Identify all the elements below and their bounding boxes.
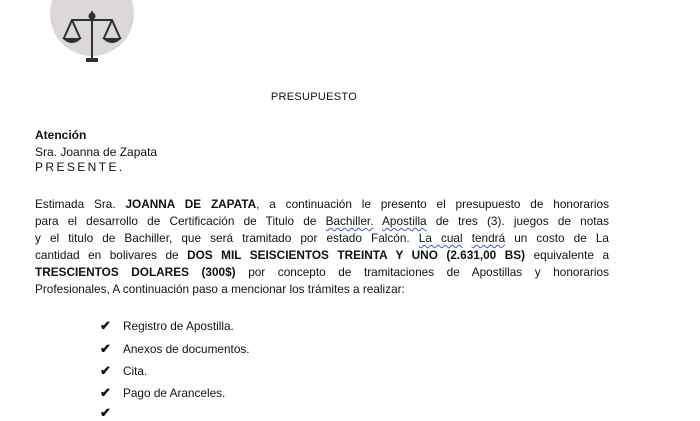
recipient-name: Sra. Joanna de Zapata — [35, 145, 158, 159]
checkmark-icon: ✔ — [100, 341, 111, 356]
checkmark-icon: ✔ — [100, 363, 111, 378]
list-item-label: Cita. — [123, 364, 148, 378]
amount-dollars: TRESCIENTOS DOLARES (300$) — [35, 265, 236, 279]
body-line-2 — [35, 213, 609, 229]
misspelled-word: Apostilla — [382, 214, 427, 228]
presente-text: PRESENTE. — [35, 160, 125, 174]
body-line-6: Profesionales, A continuación paso a mencionar los trámites a realizar: — [35, 282, 405, 296]
client-name: JOANNA DE ZAPATA — [125, 197, 257, 211]
greeting-text: Estimada Sra. — [35, 197, 116, 211]
concept-text: por concepto de tramitaciones de Apostillas y honorarios — [248, 265, 609, 279]
attention-label: Atención — [35, 128, 87, 142]
checkmark-icon: ✔ — [100, 405, 111, 420]
amount-intro: cantidad en bolivares de — [35, 248, 179, 262]
list-item — [100, 363, 147, 379]
equivalent-text: equivalente a — [533, 248, 610, 262]
list-item-label: Anexos de documentos. — [123, 342, 250, 356]
list-item-partial — [100, 405, 114, 421]
amount-bolivares: DOS MIL SEISCIENTOS TREINTA Y UNO (2.631,00 BS) — [187, 248, 526, 262]
certification-text: para el desarrollo de Certificación de Titulo de — [35, 214, 317, 228]
state-text: y el titulo de Bachiller, que será tramitado por estado Falcón. — [35, 231, 410, 245]
list-item — [100, 385, 225, 401]
body-line-5 — [35, 264, 609, 280]
misspelled-word: tendrá — [471, 231, 506, 245]
checkmark-icon: ✔ — [100, 318, 111, 333]
body-line-1 — [35, 196, 609, 212]
body-line-4 — [35, 247, 609, 263]
list-item-label: Pago de Aranceles. — [123, 386, 226, 400]
scales-of-justice-icon — [50, 0, 134, 56]
misspelled-word: La cual — [418, 231, 463, 245]
cost-text: un costo de La — [514, 231, 609, 245]
list-item-label: Registro de Apostilla. — [123, 319, 234, 333]
logo — [50, 0, 134, 56]
list-item — [100, 318, 234, 334]
list-item — [100, 341, 250, 357]
greeting-continuation: , a continuación le presento el presupuesto de honorarios — [256, 197, 610, 211]
notes-text: de tres (3). juegos de notas — [435, 214, 610, 228]
misspelled-word: Bachiller. — [325, 214, 374, 228]
body-line-3 — [35, 230, 609, 246]
checkmark-icon: ✔ — [100, 385, 111, 400]
document-title: PRESUPUESTO — [270, 91, 358, 103]
